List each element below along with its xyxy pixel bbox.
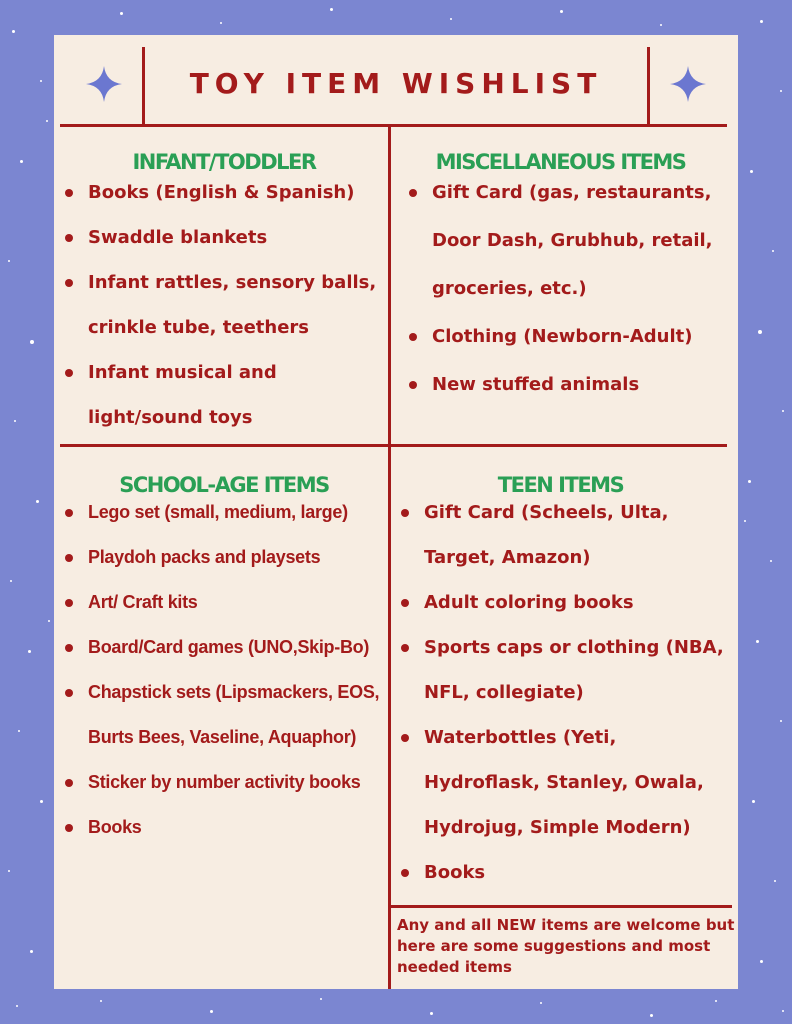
list-item: Waterbottles (Yeti, Hydroflask, Stanley, Owala, Hydrojug, Simple Modern) bbox=[398, 715, 732, 850]
list-item: Swaddle blankets bbox=[62, 215, 384, 260]
snow-dot bbox=[36, 500, 39, 503]
snow-dot bbox=[20, 160, 23, 163]
snow-dot bbox=[210, 1010, 213, 1013]
snow-dot bbox=[540, 1002, 542, 1004]
list-item: Art/ Craft kits bbox=[62, 580, 388, 625]
snow-dot bbox=[756, 640, 759, 643]
list-item: Gift Card (Scheels, Ulta, Target, Amazon) bbox=[398, 490, 732, 580]
snow-dot bbox=[10, 580, 12, 582]
sparkle-star-icon-left bbox=[86, 66, 122, 102]
list-item: New stuffed animals bbox=[406, 361, 732, 409]
section-heading-infant-toddler: INFANT/TODDLER bbox=[132, 150, 316, 174]
snow-dot bbox=[48, 620, 50, 622]
infant-toddler-list bbox=[62, 170, 384, 440]
list-item: Chapstick sets (Lipsmackers, EOS, Burts Bees, Vaseline, Aquaphor) bbox=[62, 670, 388, 760]
snow-dot bbox=[780, 720, 782, 722]
list-item: Sports caps or clothing (NBA, NFL, collegiate) bbox=[398, 625, 732, 715]
snow-dot bbox=[320, 998, 322, 1000]
section-heading-teen: TEEN ITEMS bbox=[497, 473, 624, 497]
snow-dot bbox=[750, 170, 753, 173]
school-age-list bbox=[62, 490, 388, 850]
list-item: Board/Card games (UNO,Skip-Bo) bbox=[62, 625, 388, 670]
list-item: Infant rattles, sensory balls, crinkle tube, teethers bbox=[62, 260, 384, 350]
snow-dot bbox=[770, 560, 772, 562]
snow-dot bbox=[748, 480, 751, 483]
snow-dot bbox=[782, 410, 784, 412]
list-item: Lego set (small, medium, large) bbox=[62, 490, 388, 535]
section-heading-miscellaneous: MISCELLANEOUS ITEMS bbox=[435, 150, 686, 174]
snow-dot bbox=[782, 1010, 784, 1012]
section-heading-school-age: SCHOOL-AGE ITEMS bbox=[119, 473, 329, 497]
snow-dot bbox=[30, 340, 34, 344]
list-item: Books bbox=[62, 805, 388, 850]
snow-dot bbox=[752, 800, 755, 803]
snow-dot bbox=[780, 90, 782, 92]
snow-dot bbox=[760, 960, 763, 963]
list-item: Books (English & Spanish) bbox=[62, 170, 384, 215]
snow-dot bbox=[450, 18, 452, 20]
snow-dot bbox=[30, 950, 33, 953]
list-item: Playdoh packs and playsets bbox=[62, 535, 388, 580]
snow-dot bbox=[560, 10, 563, 13]
snow-dot bbox=[430, 1012, 433, 1015]
snow-dot bbox=[774, 880, 776, 882]
snow-dot bbox=[16, 1005, 18, 1007]
snow-dot bbox=[14, 420, 16, 422]
snow-dot bbox=[46, 120, 48, 122]
list-item: Clothing (Newborn-Adult) bbox=[406, 313, 732, 361]
sparkle-star-icon-right bbox=[670, 66, 706, 102]
snow-dot bbox=[8, 260, 10, 262]
wishlist-card bbox=[54, 35, 738, 989]
snow-dot bbox=[12, 30, 15, 33]
snow-dot bbox=[8, 870, 10, 872]
snow-dot bbox=[758, 330, 762, 334]
snow-dot bbox=[40, 80, 42, 82]
grid-line-top bbox=[60, 124, 727, 127]
list-item: Adult coloring books bbox=[398, 580, 732, 625]
miscellaneous-list bbox=[406, 169, 732, 409]
note-divider-line bbox=[391, 905, 732, 908]
title-banner bbox=[54, 35, 738, 127]
snow-dot bbox=[220, 22, 222, 24]
list-item: Books bbox=[398, 850, 732, 895]
snow-dot bbox=[744, 520, 746, 522]
new-items-note: Any and all NEW items are welcome but here are some suggestions and most needed items bbox=[397, 916, 735, 976]
snow-dot bbox=[715, 1000, 717, 1002]
snow-dot bbox=[120, 12, 123, 15]
grid-line-middle bbox=[60, 444, 727, 447]
snow-dot bbox=[18, 730, 20, 732]
snow-dot bbox=[40, 800, 43, 803]
snow-dot bbox=[660, 24, 662, 26]
title-divider-right bbox=[647, 47, 650, 125]
snow-dot bbox=[100, 1000, 102, 1002]
snow-dot bbox=[330, 8, 333, 11]
page-title: TOY ITEM WISHLIST bbox=[189, 67, 603, 100]
snow-dot bbox=[760, 20, 763, 23]
snow-dot bbox=[772, 250, 774, 252]
snow-dot bbox=[650, 1014, 653, 1017]
teen-list bbox=[398, 490, 732, 895]
grid-line-vertical bbox=[388, 124, 391, 989]
snow-dot bbox=[28, 650, 31, 653]
list-item: Gift Card (gas, restaurants, Door Dash, Grubhub, retail, groceries, etc.) bbox=[406, 169, 732, 313]
list-item: Sticker by number activity books bbox=[62, 760, 388, 805]
list-item: Infant musical and light/sound toys bbox=[62, 350, 384, 440]
